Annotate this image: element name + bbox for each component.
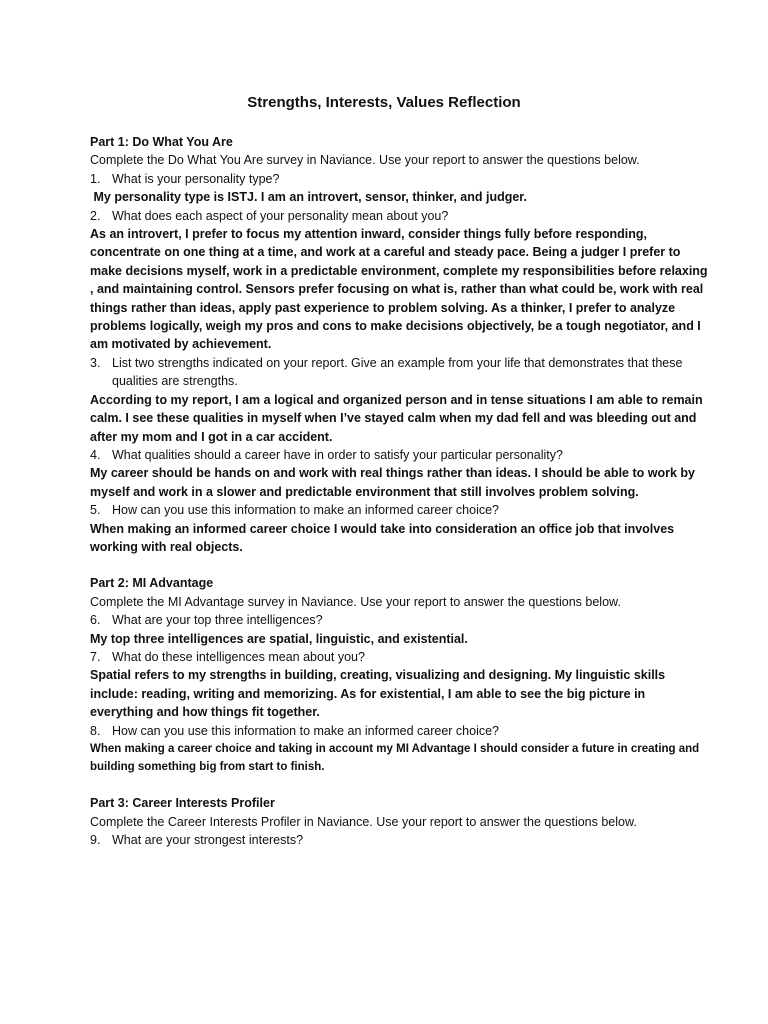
- question-4: [90, 446, 708, 464]
- answer-7: Spatial refers to my strengths in building, creating, visualizing and designing. My linguistic skills include: reading, writing and memorizing. As for existential, I am able to see the big picture in everything and how things fit together.: [90, 668, 666, 720]
- question-text: What are your top three intelligences?: [112, 613, 323, 628]
- question-7: [90, 648, 708, 666]
- question-text: How can you use this information to make an informed career choice?: [112, 723, 499, 738]
- answer-5: When making an informed career choice I would take into consideration an office job that involves working with real objects.: [90, 521, 675, 554]
- answer-8: When making a career choice and taking in account my MI Advantage I should consider a future in creating and building something big from start to finish.: [90, 743, 700, 774]
- part2-intro: Complete the MI Advantage survey in Naviance. Use your report to answer the questions below.: [90, 594, 621, 609]
- question-text: What are your strongest interests?: [112, 833, 304, 848]
- part1-intro: Complete the Do What You Are survey in Naviance. Use your report to answer the questions below.: [90, 153, 640, 168]
- question-text: What is your personality type?: [112, 171, 280, 186]
- question-number: 3.: [90, 355, 101, 370]
- question-1: [90, 170, 708, 188]
- section-spacer: [90, 556, 708, 574]
- question-3: [90, 354, 708, 391]
- question-number: 6.: [90, 613, 101, 628]
- answer-2: As an introvert, I prefer to focus my attention inward, consider things fully before responding, concentrate on one thing at a time, and work at a careful and steady pace. Being a judger I prefer to make decisions myself, work in a predictable environment, complete my responsibilities before relaxing , and maintaining control. Sensors prefer focusing on what is, rather than what could be, work with real things rather than ideas, apply past experience to problem solving. As a thinker, I prefer to analyze problems logically, weigh my pros and cons to make decisions objectively, be a tough negotiator, and I am motivated by achievement.: [90, 227, 708, 352]
- part1-heading: Part 1: Do What You Are: [90, 135, 233, 149]
- part3-section: [90, 794, 708, 849]
- part3-intro: Complete the Career Interests Profiler in Naviance. Use your report to answer the questions below.: [90, 814, 637, 829]
- question-number: 7.: [90, 649, 101, 664]
- answer-6: My top three intelligences are spatial, linguistic, and existential.: [90, 631, 468, 646]
- question-number: 5.: [90, 503, 101, 518]
- part2-section: [90, 574, 708, 776]
- answer-1: My personality type is ISTJ. I am an introvert, sensor, thinker, and judger.: [90, 190, 527, 205]
- answer-3: According to my report, I am a logical and organized person and in tense situations I am able to remain calm. I see these qualities in myself when I’ve stayed calm when my dad fell and was bleeding out and after my mom and I got in a car accident.: [90, 392, 703, 444]
- answer-4: My career should be hands on and work with real things rather than ideas. I should be able to work by myself and work in a slower and predictable environment that still involves problem solving.: [90, 466, 695, 499]
- question-2: [90, 207, 708, 225]
- question-text: What does each aspect of your personality mean about you?: [112, 208, 449, 223]
- part1-section: [90, 133, 708, 556]
- part2-heading: Part 2: MI Advantage: [90, 576, 214, 591]
- question-5: [90, 501, 708, 519]
- question-8: [90, 722, 708, 740]
- question-number: 4.: [90, 447, 101, 462]
- question-text: What qualities should a career have in order to satisfy your particular personality?: [112, 447, 563, 462]
- question-number: 8.: [90, 723, 101, 738]
- document-title: Strengths, Interests, Values Reflection: [247, 94, 521, 111]
- question-number: 1.: [90, 171, 101, 186]
- question-text: How can you use this information to make an informed career choice?: [112, 503, 499, 518]
- question-9: [90, 831, 708, 849]
- question-6: [90, 611, 708, 629]
- part3-heading: Part 3: Career Interests Profiler: [90, 796, 275, 811]
- question-number: 2.: [90, 208, 101, 223]
- question-number: 9.: [90, 833, 101, 848]
- section-spacer: [90, 776, 708, 794]
- question-text: List two strengths indicated on your report. Give an example from your life that demonstrates that these qualities are strengths.: [112, 355, 683, 389]
- question-text: What do these intelligences mean about you?: [112, 649, 365, 664]
